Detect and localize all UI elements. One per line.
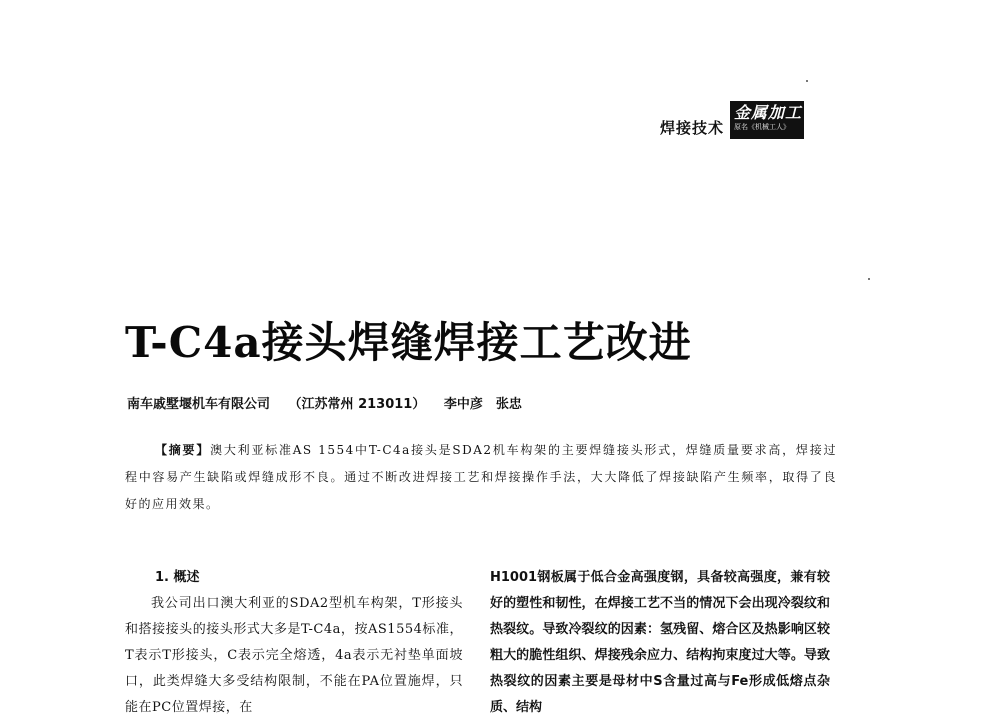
right-column: H1001钢板属于低合金高强度钢，具备较高强度，兼有较好的塑性和韧性，在焊接工艺不当的情况下会出现冷裂纹和热裂纹。导致冷裂纹的因素：氢残留、熔合区及热影响区较粗大的脆性组织、焊接残余应力、结构拘束度过大等。导致热裂纹的因素主要是母材中S含量过高与Fe形成低熔点杂质、结构 (490, 570, 830, 715)
journal-header (660, 100, 804, 140)
affiliation-location: （江苏常州 213011） (288, 397, 426, 412)
affiliation-company: 南车戚墅堰机车有限公司 (127, 397, 271, 412)
scan-dot (868, 278, 870, 280)
section-label: 焊接技术 (660, 118, 725, 137)
section-heading: 1. 概述 (155, 570, 200, 585)
logo-subtext: 原名《机械工人》 (734, 123, 791, 131)
abstract (125, 437, 837, 518)
abstract-text: 澳大利亚标准AS 1554中T-C4a接头是SDA2机车构架的主要焊缝接头形式，焊缝质量要求高，焊接过程中容易产生缺陷或焊缝成形不良。通过不断改进焊接工艺和焊接操作手法，大大降低了焊接缺陷产生频率，取得了良好的应用效果。 (125, 443, 837, 511)
left-column (125, 565, 463, 721)
abstract-tag: 【摘要】 (155, 443, 211, 457)
authors: 李中彦 张忠 (443, 397, 522, 412)
scan-dot (806, 80, 808, 82)
logo-text: 金属加工 (734, 103, 803, 122)
journal-logo (730, 101, 804, 139)
section-paragraph: 我公司出口澳大利亚的SDA2型机车构架，T形接头和搭接接头的接头形式大多是T-C4a，按AS1554标准，T表示T形接头，C表示完全熔透，4a表示无衬垫单面坡口，此类焊缝大多受结构限制，不能在PA位置施焊，只能在PC位置焊接，在 (125, 596, 463, 715)
affiliation-line (127, 393, 536, 412)
article-title: T-C4a接头焊缝焊接工艺改进 (125, 318, 692, 367)
